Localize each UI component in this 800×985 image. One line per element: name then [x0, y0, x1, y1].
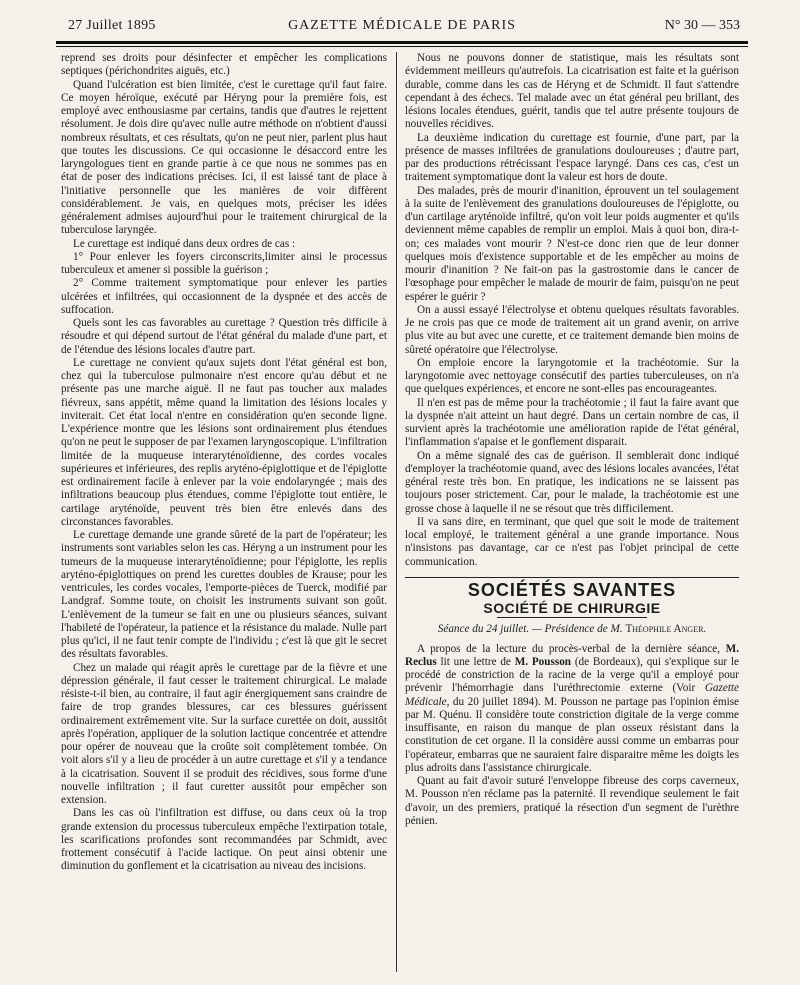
p1-part-c: (de Bordeaux), qui s'explique sur le procédé de constriction de la racine de la verge qu'il a employé pour prévenir l'hémorrhagie dans l'uréthrectomie externe (Voir	[405, 655, 739, 695]
left-paragraph: Chez un malade qui réagit après le curettage par de la fièvre et une dépression générale, il faut cesser le traitement chirurgical. Le malade résiste-t-il bien, au contraire, il faut agir énergiquement sans craindre de faire de trop grandes blessures, car ces blessures guérissent ordinairement extrêmement vite. Sur la surface curettée on doit, aussitôt après l'opération, appliquer de la solution lactique concentrée et attendre pour opérer de nouveau que la croûte soit complètement tombée. On voit alors s'il y a lieu de procéder à un autre curettage et s'il y a tendance à la cicatrisation. Souvent il se produit des récidives, sous forme d'une nouvelle infiltration ; il faut curetter aussitôt pour empêcher son extension.	[61, 661, 387, 806]
p1-part-a: A propos de la lecture du procès-verbal de la dernière séance,	[417, 642, 721, 655]
section-paragraph-2: Quant au fait d'avoir suturé l'enveloppe fibreuse des corps caverneux, M. Pousson n'en réclame pas la paternité. Il revendique seulement le fait d'avoir, un des premiers, pratiqué la résection d'un segment de l'urèthre pénien.	[405, 775, 739, 827]
left-paragraph: 1° Pour enlever les foyers circonscrits,limiter ainsi le processus tuberculeux et amener si possible la guérison ;	[61, 250, 387, 276]
right-column	[405, 52, 739, 828]
seance-line	[405, 623, 739, 636]
left-paragraph: Quels sont les cas favorables au curettage ? Question très difficile à résoudre et qui dépend surtout de l'état général du malade d'une part, et de l'étendue des lésions locales d'autre part.	[61, 317, 387, 356]
p1-name-reclus: M. Reclus	[405, 642, 739, 668]
subtitle-rule	[497, 617, 647, 618]
header-page-number: N° 30 — 353	[664, 18, 740, 33]
right-paragraph: On a aussi essayé l'électrolyse et obtenu quelques résultats favorables. Je ne crois pas que ce mode de traitement ait un grand avenir, on arrive plus vite au but avec une curette, et ce traitement demande bien moins de sûreté opératoire que l'électrolyse.	[405, 303, 739, 356]
section-subtitle: SOCIÉTÉ DE CHIRURGIE	[483, 600, 661, 616]
left-paragraph: Le curettage ne convient qu'aux sujets dont l'état général est bon, chez qui la tuberculose pulmonaire n'est encore qu'au début et ne présente pas une marche aiguë. Il ne faut pas toucher aux malades fiévreux, sans appétit, même quand la limitation des lésions locales y inviterait. Cet état local n'entre en considération qu'en seconde ligne. L'expérience montre que les lésions sont ordinairement plus étendues qu'on ne peut le supposer de par l'examen laryngoscopique. L'infiltration limitée de la muqueuse interaryténoïdienne, des cordes vocales supérieures et inférieures, des replis aryténo-épiglottique et de l'épiglotte est ordinairement facile à enlever par la voie endolaryngée ; mais des infiltrations beaucoup plus étendues, comme l'épiglotte tout entière, le cartilage aryténoïde, peuvent très bien être enlevés dans des circonstances favorables.	[61, 356, 387, 528]
right-paragraph: On a même signalé des cas de guérison. Il semblerait donc indiqué d'employer la trachéotomie quand, avec des lésions locales avancées, l'état général reste très bon. En pratique, les indications ne se laissent pas toujours poser strictement. Car, pour le malade, la trachéotomie est une grosse chose à laquelle il ne se résout que très difficilement.	[405, 449, 739, 515]
seance-president: Théophile Anger.	[625, 623, 707, 636]
right-column-article	[405, 52, 739, 569]
left-column	[61, 52, 387, 874]
page-header	[60, 18, 744, 40]
right-paragraph: Il va sans dire, en terminant, que quel que soit le mode de traitement local employé, le traitement général a une grande importance. Nous n'insistons pas davantage, car ce n'est pas l'objet principal de cette communication.	[405, 515, 739, 568]
section-title: SOCIÉTÉS SAVANTES	[467, 579, 677, 600]
seance-prefix: Séance du 24 juillet. — Présidence de M.	[437, 623, 623, 636]
left-paragraph: Quand l'ulcération est bien limitée, c'est le curettage qu'il faut faire. Ce moyen héroïque, exécuté par Héryng pour la première fois, est employé avec enthousiasme par certains, tandis que d'autres le rejettent résolument. Je dois dire qu'avec nulle autre méthode on n'obtient d'aussi nombreux résultats, et ces résultats, qu'on ne peut nier, parlent plus haut que toutes les discussions. Ce qui occasionne le désaccord entre les laryngologues tient en grande partie à ce que nous ne sommes pas en état de poser des indications précises. Ici, il est laissé tant de place à l'initiative personnelle que les manières de voir diffèrent considérablement. Je vais, en quelques mots, préciser les idées généralement admises aujourd'hui pour le traitement chirurgical de la tuberculose laryngée.	[61, 78, 387, 237]
header-date: 27 Juillet 1895	[68, 18, 156, 33]
p1-journal: Gazette Médicale,	[405, 682, 740, 708]
section-separator	[405, 577, 739, 578]
header-title: GAZETTE MÉDICALE DE PARIS	[288, 18, 516, 33]
p1-part-b: lit une lettre de	[440, 655, 511, 668]
right-paragraph: On emploie encore la laryngotomie et la trachéotomie. Sur la laryngotomie avec nettoyage consécutif des parties tuberculeuses, on n'a que quelques expériences, et encore ne sont-elles pas encourageantes.	[405, 356, 739, 396]
p1-name-pousson: M. Pousson	[514, 655, 572, 668]
left-paragraph: reprend ses droits pour désinfecter et empêcher les complications septiques (périchondrites aiguës, etc.)	[61, 52, 387, 78]
right-paragraph: Il n'en est pas de même pour la trachéotomie ; il faut la faire avant que la dyspnée n'ait atteint un haut degré. Dans un certain nombre de cas, il survient après la trachéotomie une amélioration rapide de l'état général, l'inflammation s'apaise et le gonflement disparait.	[405, 396, 739, 449]
column-divider	[396, 52, 397, 972]
left-paragraph: Le curettage demande une grande sûreté de la part de l'opérateur; les instruments sont variables selon les cas. Héryng a un instrument pour les tumeurs de la muqueuse interaryténoïdienne; pour l'épiglotte, les replis aryténo-épiglottiques on prend les curettes doubles de Krause; pour les ventricules, les cordes vocales, l'emporte-pièces de Tuerck, modifié par Landgraf. Somme toute, on choisit les instruments suivant son goût. L'enlèvement de la tumeur se fait en une ou plusieurs séances, suivant l'habileté de l'opérateur, la patience et la résistance du malade. Nulle part plus qu'ici, il ne faut tenir compte de l'individu ; c'est là que git le secret des résultats favorables.	[61, 529, 387, 661]
left-paragraph: Le curettage est indiqué dans deux ordres de cas :	[73, 237, 296, 250]
left-paragraph: Dans les cas où l'infiltration est diffuse, ou dans ceux où la trop grande extension du processus tuberculeux empêche l'extirpation totale, les scarifications profondes sont recommandées par Schmidt, avec frottement consécutif à l'acide lactique. On peut ainsi obtenir une diminution du gonflement et la cicatrisation au niveau des incisions.	[61, 807, 387, 873]
left-paragraph: 2° Comme traitement symptomatique pour enlever les parties ulcérées et infiltrées, qui occasionnent de la dyspnée et des accès de suffocation.	[61, 277, 387, 316]
right-paragraph: Nous ne pouvons donner de statistique, mais les résultats sont évidemment meilleurs qu'autrefois. La cicatrisation est faite et la guérison durable, comme dans les cas de Héryng et de Schmidt. Il faut s'attendre cependant à des échecs. Tel malade avec un état général peu brillant, des lésions locales étendues, guérit, tandis que tel autre présente toujours de nouvelles récidives.	[405, 52, 739, 131]
header-rule-thick	[56, 41, 748, 44]
header-rule-thin	[56, 46, 748, 47]
right-paragraph: La deuxième indication du curettage est fournie, d'une part, par la présence de masses infiltrées de granulations douloureuses ; d'autre part, par des productions rétrécissant l'espace laryngé. Dans ces cas, c'est un traitement symptomatique dont la valeur est hors de doute.	[405, 131, 739, 184]
p1-part-d: du 20 juillet 1894). M. Pousson ne partage pas l'opinion émise par M. Quénu. Il considère toute constriction digitale de la verge comme insuffisante, en raison du manque de plan osseux résistant dans la constitution de cet organe. Il la considère aussi comme un embarras pour l'opérateur, embarras que ne sauraient faire disparaitre même les doigts les plus adroits dans l'assistance chirurgicale.	[405, 695, 740, 774]
right-paragraph: Des malades, près de mourir d'inanition, éprouvent un tel soulagement à la suite de l'enlèvement des granulations douloureuses de l'épiglotte, ou d'un cartilage aryténoïde infiltré, qu'on voit leur poids augmenter et qu'ils deviennent même capables de remplir un emploi. Mais à quoi bon, dira-t-on; ces malades vont mourir ? N'est-ce donc rien que de leur donner quelques mois d'existence supportable et de les empêcher au moins de mourir d'inanition ? Ne fait-on pas la gastrostomie dans le cancer de l'œsophage pour empêcher le malade de mourir de faim, puisqu'on ne peut espérer le guérir ?	[405, 184, 739, 303]
section-paragraph-1	[405, 643, 739, 776]
